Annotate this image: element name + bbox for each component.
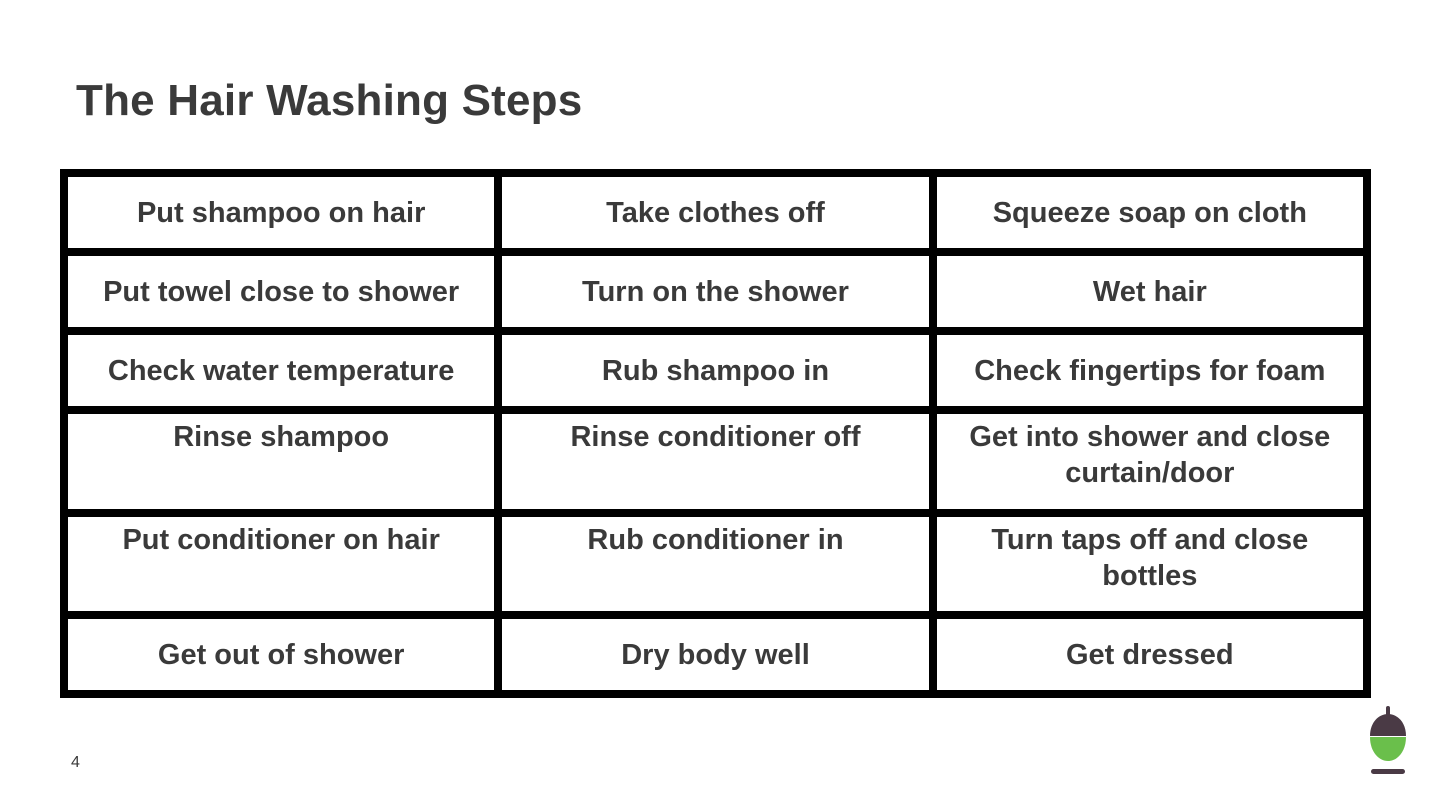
table-row	[68, 177, 1363, 248]
table-row	[68, 517, 1363, 611]
table-cell: Take clothes off	[502, 177, 928, 248]
table-cell: Check fingertips for foam	[937, 335, 1363, 406]
table-cell: Get out of shower	[68, 619, 494, 690]
table-cell	[937, 414, 1363, 509]
table-cell: Rinse shampoo	[68, 414, 494, 509]
table-row	[68, 414, 1363, 509]
table-cell: Rinse conditioner off	[502, 414, 928, 509]
table-cell: Wet hair	[937, 256, 1363, 327]
table-cell: Rub shampoo in	[502, 335, 928, 406]
table-cell: Put conditioner on hair	[68, 517, 494, 611]
steps-table	[60, 169, 1371, 698]
page-number: 4	[71, 754, 80, 771]
table-cell-text: Turn taps off and close bottles	[991, 524, 1309, 592]
acorn-icon	[1366, 706, 1410, 778]
table-cell	[937, 517, 1363, 611]
table-cell: Get dressed	[937, 619, 1363, 690]
page-title: The Hair Washing Steps	[76, 76, 583, 125]
table-row	[68, 335, 1363, 406]
table-cell-text: Get into shower and close curtain/door	[969, 421, 1331, 489]
table-cell: Put shampoo on hair	[68, 177, 494, 248]
table-cell: Put towel close to shower	[68, 256, 494, 327]
table-cell: Squeeze soap on cloth	[937, 177, 1363, 248]
table-cell: Turn on the shower	[502, 256, 928, 327]
table-cell: Rub conditioner in	[502, 517, 928, 611]
table-cell: Check water temperature	[68, 335, 494, 406]
table-row	[68, 619, 1363, 690]
acorn-body	[1370, 737, 1406, 761]
table-cell: Dry body well	[502, 619, 928, 690]
table-row	[68, 256, 1363, 327]
acorn-base	[1371, 769, 1405, 774]
acorn-cap	[1370, 714, 1406, 736]
